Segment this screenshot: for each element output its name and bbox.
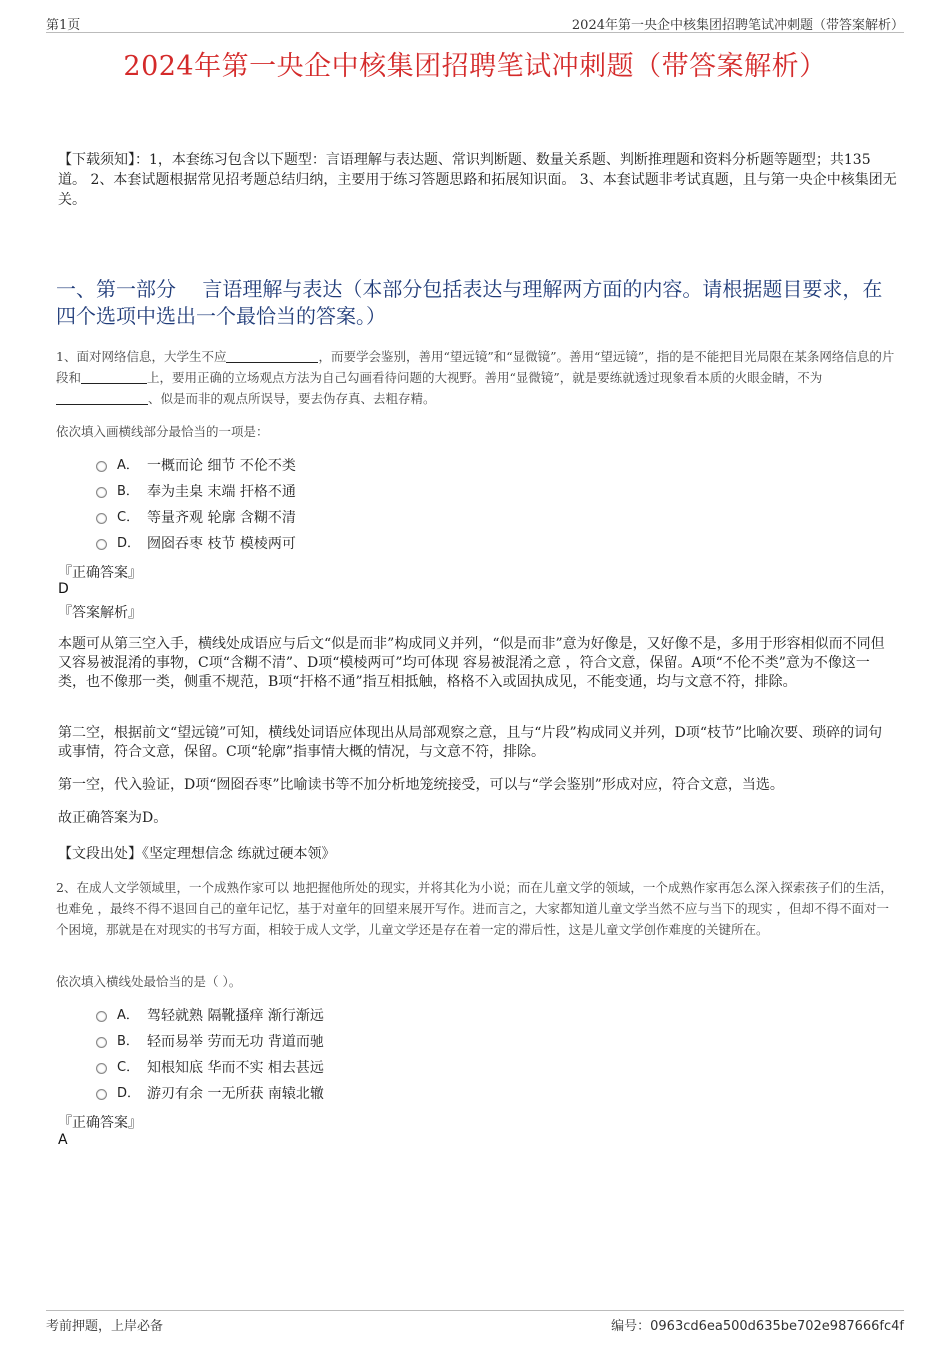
page-header xyxy=(46,14,904,33)
option-d[interactable]: D． 游刃有余 一无所获 南辕北辙 xyxy=(96,1081,324,1107)
answer-label: 『正确答案』 xyxy=(58,565,142,581)
option-c[interactable]: C． 知根知底 华而不实 相去甚远 xyxy=(96,1055,324,1081)
option-c[interactable]: C． 等量齐观 轮廓 含糊不清 xyxy=(96,505,296,531)
answer-label: 『正确答案』 xyxy=(58,1115,142,1131)
analysis-label: 『答案解析』 xyxy=(58,605,142,621)
footer-slogan: 考前押题，上岸必备 xyxy=(46,1319,164,1334)
analysis-paragraph: 第二空，根据前文“望远镜”可知，横线处词语应体现出从局部观察之意，且与“片段”构成同义并列，D项“枝节”比喻次要、琐碎的词句或事情，符合文意，保留。C项“轮廓”指事情大概的情况，与文意不符，排除。 xyxy=(58,725,883,760)
question-2-options xyxy=(96,1003,324,1107)
analysis-paragraph: 第一空，代入验证，D项“囫囵吞枣”比喻读书等不加分析地笼统接受，可以与“学会鉴别”形成对应，符合文意，当选。 xyxy=(58,777,784,793)
footer-divider xyxy=(46,1310,904,1311)
radio-icon[interactable] xyxy=(96,1063,107,1074)
question-2-prompt: 依次填入横线处最恰当的是（ ）。 xyxy=(56,974,242,989)
document-title: 2024年第一央企中核集团招聘笔试冲刺题（带答案解析） xyxy=(123,51,827,82)
header-doc-title: 2024年第一央企中核集团招聘笔试冲刺题（带答案解析） xyxy=(571,18,904,33)
download-notice: 【下载须知】：1，本套练习包含以下题型：言语理解与表达题、常识判断题、数量关系题、判断推理题和资料分析题等题型；共135道。 2、本套试题根据常见招考题总结归纳，主要用于练习答题思路和拓展知识面。 3、本套试题非考试真题，且与第一央企中核集团无关。 xyxy=(58,152,897,208)
radio-icon[interactable] xyxy=(96,513,107,524)
blank-1 xyxy=(226,348,318,363)
question-1-options xyxy=(96,453,296,557)
blank-3 xyxy=(56,390,148,405)
analysis-paragraph: 本题可从第三空入手，横线处成语应与后文“似是而非”构成同义并列，“似是而非”意为好像是，又好像不是，多用于形容相似而不同但又容易被混淆的事物，C项“含糊不清”、D项“模棱两可”均可体现 容易被混淆之意 ，符合文意，保留。A项“不伦不类”意为不像这一类，也不像那一类，侧重不规范，B项“扞格不通”指互相抵触，格格不入或固执成见，不能变通，均与文意不符，排除。 xyxy=(58,636,885,690)
option-d[interactable]: D． 囫囵吞枣 枝节 模棱两可 xyxy=(96,531,296,557)
radio-icon[interactable] xyxy=(96,487,107,498)
passage-source: 【文段出处】《坚定理想信念 练就过硬本领》 xyxy=(58,846,336,862)
radio-icon[interactable] xyxy=(96,1011,107,1022)
radio-icon[interactable] xyxy=(96,539,107,550)
option-b[interactable]: B． 轻而易举 劳而无功 背道而驰 xyxy=(96,1029,324,1055)
answer-value: A xyxy=(58,1132,68,1148)
question-1-stem: 1、面对网络信息，大学生不应 ，而要学会鉴别，善用“望远镜”和“显微镜”。善用“望远镜”，指的是不能把目光局限在某条网络信息的片段和 上，要用正确的立场观点方法为自己勾画看待问题的大视野。善用“显微镜”，就是要练就透过现象看本质的火眼金睛，不为、似是而非的观点所误导，要去伪存真、去粗存精。 xyxy=(56,349,895,406)
question-2-stem: 2、在成人文学领域里，一个成熟作家可以 地把握他所处的现实，并将其化为小说；而在儿童文学的领域，一个成熟作家再怎么深入探索孩子们的生活，也难免 ，最终不得不退回自己的童年记忆，基于对童年的回望来展开写作。进而言之，大家都知道儿童文学当然不应与当下的现实 ，但却不得不面对一个困境，那就是在对现实的书写方面，相较于成人文学，儿童文学还是存在着一定的滞后性，这是儿童文学创作难度的关键所在。 xyxy=(56,880,893,937)
page-number: 第1页 xyxy=(46,18,81,33)
analysis-paragraph: 故正确答案为D。 xyxy=(58,810,168,826)
option-a[interactable]: A． 一概而论 细节 不伦不类 xyxy=(96,453,296,479)
radio-icon[interactable] xyxy=(96,461,107,472)
radio-icon[interactable] xyxy=(96,1089,107,1100)
answer-value: D xyxy=(58,581,69,597)
blank-2 xyxy=(81,369,147,384)
option-b[interactable]: B． 奉为圭臬 末端 扞格不通 xyxy=(96,479,296,505)
question-1-prompt: 依次填入画横线部分最恰当的一项是： xyxy=(56,424,269,439)
option-a[interactable]: A． 驾轻就熟 隔靴搔痒 渐行渐远 xyxy=(96,1003,324,1029)
radio-icon[interactable] xyxy=(96,1037,107,1048)
footer-code: 编号：0963cd6ea500d635be702e987666fc4f xyxy=(611,1319,904,1334)
section-heading: 一、第一部分 言语理解与表达（本部分包括表达与理解两方面的内容。请根据题目要求，在四个选项中选出一个最恰当的答案。） xyxy=(56,277,883,328)
